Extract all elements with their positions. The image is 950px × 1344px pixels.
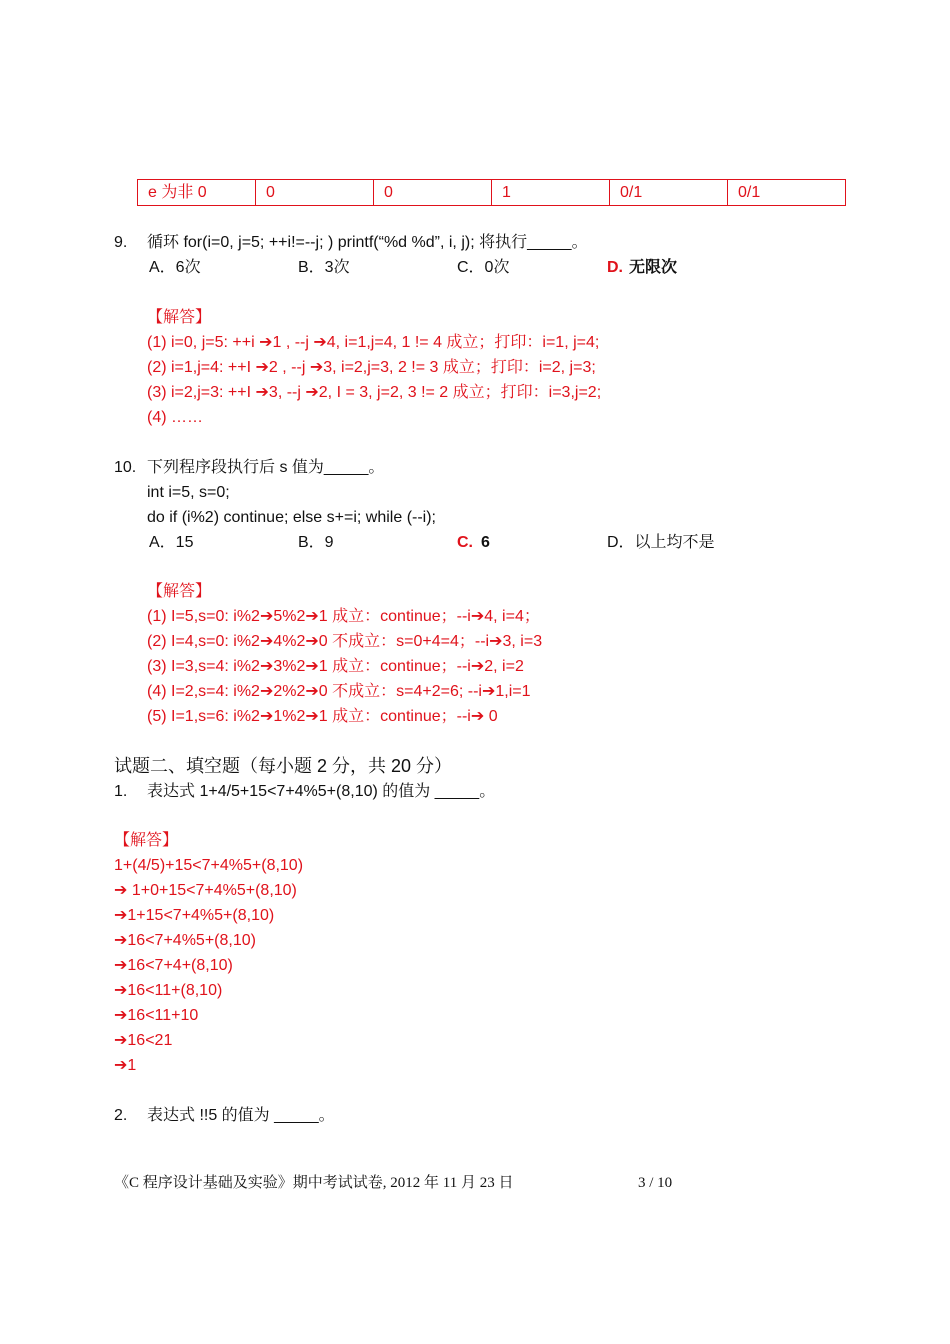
s2-q1-step-3: ➔16<7+4%5+(8,10) — [114, 932, 256, 949]
s2-q1-answer-title: 【解答】 — [114, 832, 179, 849]
q9-option-c: C．0次 — [457, 259, 510, 276]
s2-q1-step-4: ➔16<7+4+(8,10) — [114, 957, 233, 974]
q9-stem: 循环 for(i=0, j=5; ++i!=--j; ) printf(“%d %d”, i, j); 将执行_____。 — [147, 234, 588, 251]
q9-option-d-text: 无限次 — [629, 259, 678, 276]
arrow-icon: ➔ — [313, 334, 327, 351]
arrow-icon: ➔ — [481, 683, 496, 700]
page-footer-title: 《C 程序设计基础及实验》期中考试试卷, 2012 年 11 月 23 日 — [114, 1175, 514, 1191]
q9-option-d-prefix: D. — [607, 259, 623, 276]
q10-step-3: (3) I=3,s=4: i%2➔3%2➔1 成立：continue；--i➔2, i=2 — [147, 658, 524, 675]
q10-code-line-1: int i=5, s=0; — [147, 484, 230, 501]
arrow-icon: ➔ — [255, 384, 269, 401]
section-title: 试题二、填空题（每小题 2 分，共 20 分） — [114, 756, 453, 776]
arrow-icon: ➔ — [309, 359, 324, 376]
s2-q1-step-1: ➔ 1+0+15<7+4%5+(8,10) — [114, 882, 297, 899]
q9-number: 9. — [114, 234, 128, 251]
s2-q1-step-6: ➔16<11+10 — [114, 1007, 199, 1024]
arrow-icon: ➔ — [114, 1007, 128, 1024]
table-row — [138, 180, 846, 206]
q10-option-c-text: 6 — [481, 534, 490, 551]
arrow-icon: ➔ — [305, 608, 319, 625]
arrow-icon: ➔ — [114, 1032, 128, 1049]
s2-q2-stem: 表达式 !!5 的值为 _____。 — [147, 1107, 335, 1124]
arrow-icon: ➔ — [114, 957, 128, 974]
q10-option-a: A．15 — [149, 534, 194, 551]
arrow-icon: ➔ — [255, 359, 269, 376]
q10-option-d: D．以上均不是 — [607, 534, 715, 551]
arrow-icon: ➔ — [305, 683, 319, 700]
q9-option-b: B．3次 — [298, 259, 350, 276]
table-cell: 0/1 — [610, 180, 728, 206]
q9-step-3: (3) i=2,j=3: ++I ➔3, --j ➔2, I = 3, j=2, 3 != 2 成立；打印：i=3,j=2; — [147, 384, 602, 401]
arrow-icon: ➔ — [259, 683, 274, 700]
arrow-icon: ➔ — [259, 633, 274, 650]
q10-option-c-prefix: C. — [457, 534, 473, 551]
arrow-icon: ➔ — [114, 932, 128, 949]
page-number: 3 / 10 — [638, 1175, 673, 1191]
table-cell: 0 — [256, 180, 374, 206]
arrow-icon: ➔ — [259, 658, 274, 675]
table-cell: 0 — [374, 180, 492, 206]
s2-q1-number: 1. — [114, 783, 128, 800]
q10-option-b: B．9 — [298, 534, 334, 551]
arrow-icon: ➔ — [114, 1057, 128, 1074]
q10-step-2: (2) I=4,s=0: i%2➔4%2➔0 不成立：s=0+4=4；--i➔3, i=3 — [147, 633, 543, 650]
arrow-icon: ➔ — [305, 708, 319, 725]
arrow-icon: ➔ — [259, 334, 273, 351]
q10-step-4: (4) I=2,s=4: i%2➔2%2➔0 不成立：s=4+2=6; --i➔1,i=1 — [147, 683, 531, 700]
q10-step-1: (1) I=5,s=0: i%2➔5%2➔1 成立：continue；--i➔4, i=4； — [147, 608, 540, 625]
q10-code-line-2: do if (i%2) continue; else s+=i; while (--i); — [147, 509, 436, 526]
arrow-icon: ➔ — [470, 658, 485, 675]
arrow-icon: ➔ — [259, 608, 274, 625]
arrow-icon: ➔ — [305, 384, 319, 401]
answer-table — [137, 179, 846, 206]
s2-q1-step-0: 1+(4/5)+15<7+4%5+(8,10) — [114, 857, 304, 874]
q9-option-d — [607, 258, 677, 278]
q10-option-c — [457, 533, 490, 553]
q10-step-5: (5) I=1,s=6: i%2➔1%2➔1 成立：continue；--i➔ 0 — [147, 708, 498, 725]
s2-q1-step-8: ➔1 — [114, 1057, 137, 1074]
arrow-icon: ➔ — [489, 633, 503, 650]
s2-q1-step-2: ➔1+15<7+4%5+(8,10) — [114, 907, 275, 924]
q9-step-2: (2) i=1,j=4: ++I ➔2 , --j ➔3, i=2,j=3, 2 != 3 成立；打印：i=2, j=3; — [147, 359, 596, 376]
arrow-icon: ➔ — [470, 608, 485, 625]
arrow-icon: ➔ — [305, 658, 319, 675]
q9-step-1: (1) i=0, j=5: ++i ➔1 , --j ➔4, i=1,j=4, 1 != 4 成立；打印：i=1, j=4; — [147, 334, 600, 351]
q9-option-a: A．6次 — [149, 259, 201, 276]
q10-answer-title: 【解答】 — [147, 583, 212, 600]
s2-q1-stem: 表达式 1+4/5+15<7+4%5+(8,10) 的值为 _____。 — [147, 783, 496, 800]
s2-q2-number: 2. — [114, 1107, 128, 1124]
q9-step-4: (4) …… — [147, 409, 203, 426]
arrow-icon: ➔ — [470, 708, 485, 725]
arrow-icon: ➔ — [114, 982, 128, 999]
table-cell: 0/1 — [728, 180, 846, 206]
arrow-icon: ➔ — [305, 633, 319, 650]
arrow-icon: ➔ — [114, 882, 128, 899]
s2-q1-step-5: ➔16<11+(8,10) — [114, 982, 223, 999]
s2-q1-step-7: ➔16<21 — [114, 1032, 173, 1049]
arrow-icon: ➔ — [259, 708, 274, 725]
q10-number: 10. — [114, 459, 137, 476]
q10-stem: 下列程序段执行后 s 值为_____。 — [147, 459, 385, 476]
q9-answer-title: 【解答】 — [147, 309, 212, 326]
table-cell: e 为非 0 — [138, 180, 256, 206]
arrow-icon: ➔ — [114, 907, 128, 924]
table-cell: 1 — [492, 180, 610, 206]
